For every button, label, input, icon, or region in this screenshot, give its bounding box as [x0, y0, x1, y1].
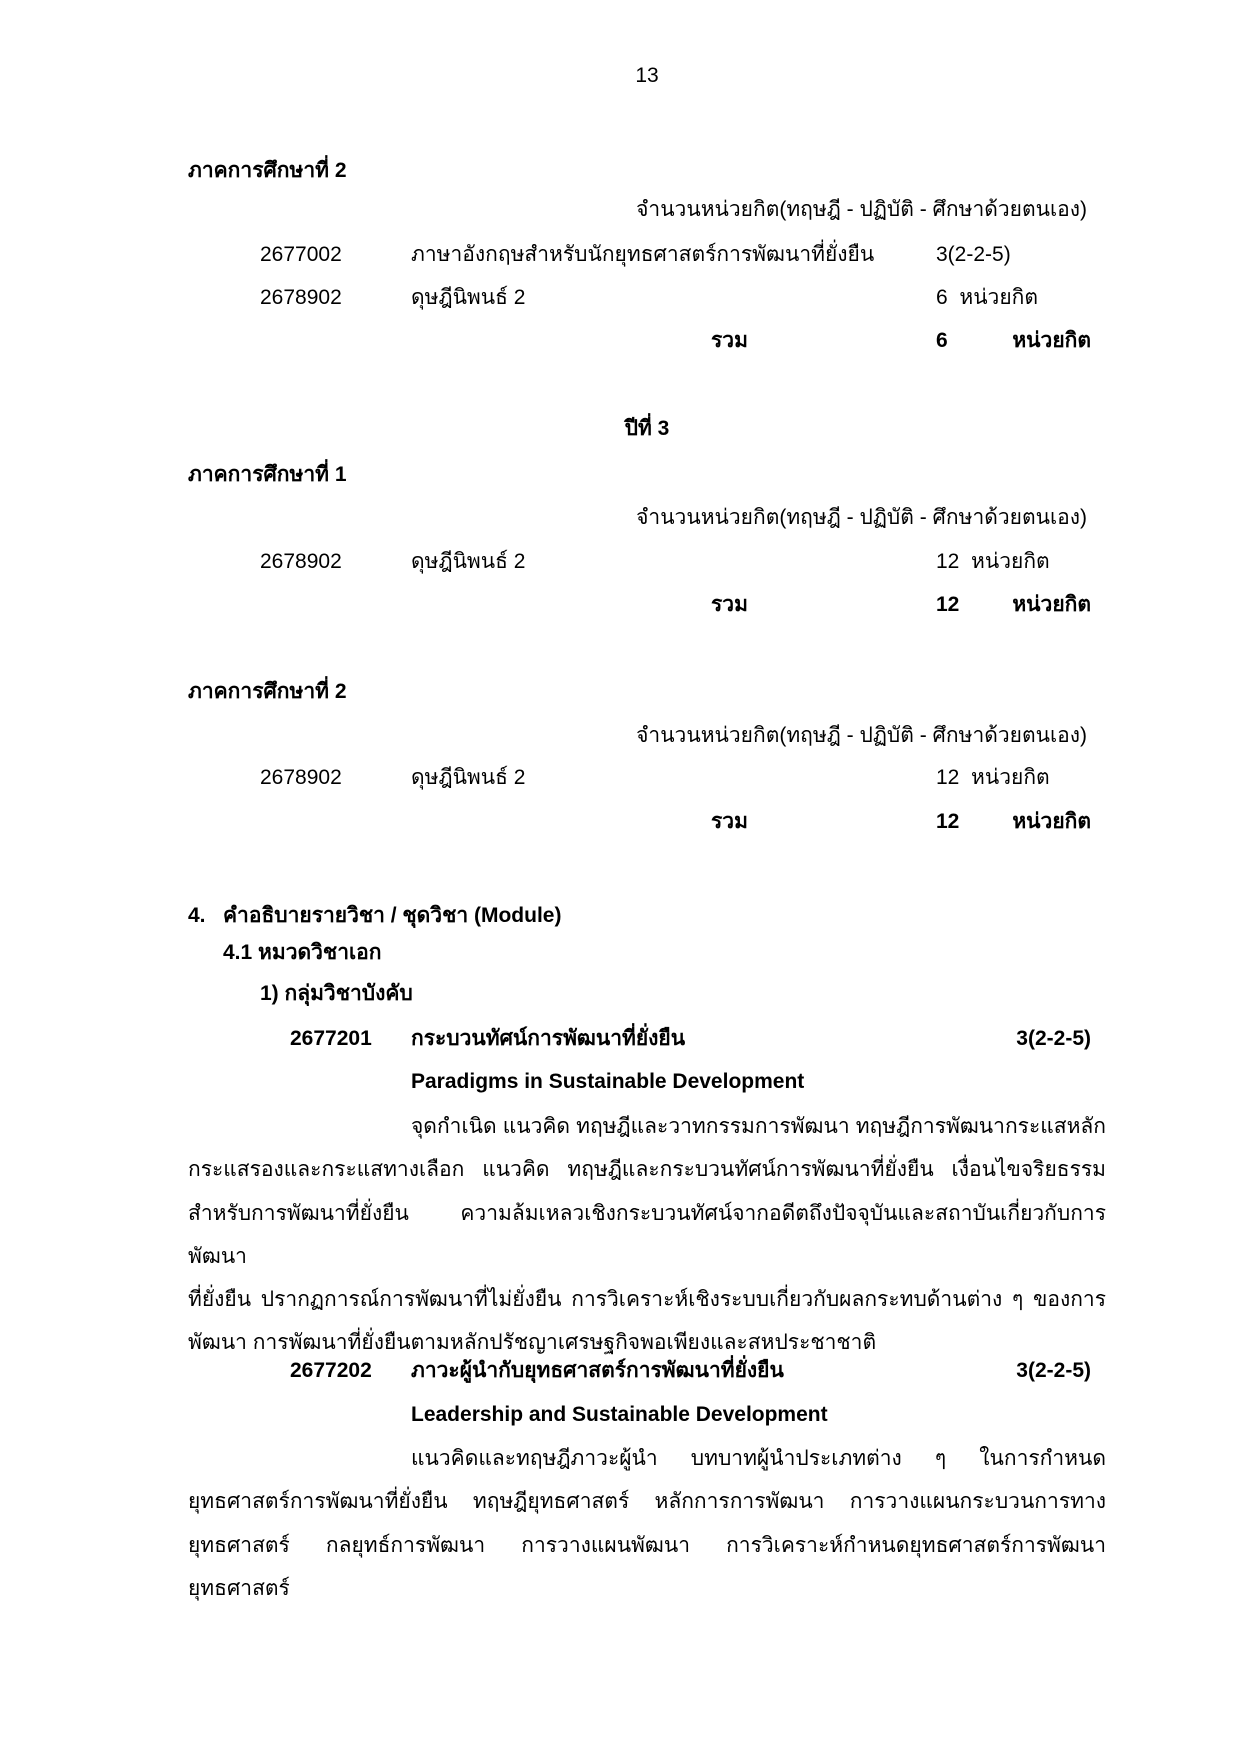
course-title-thai: กระบวนทัศน์การพัฒนาที่ยั่งยืน — [411, 1027, 686, 1050]
course-title: ภาษาอังกฤษสำหรับนักยุทธศาสตร์การพัฒนาที่ยั่งยืน — [411, 243, 875, 266]
course-code: 2677002 — [260, 243, 342, 266]
credit-column-header: จำนวนหน่วยกิต(ทฤษฎี - ปฏิบัติ - ศึกษาด้วยตนเอง) — [636, 198, 1087, 221]
course-code: 2677202 — [290, 1359, 372, 1382]
course-description — [188, 1437, 1106, 1610]
course-code: 2678902 — [260, 766, 342, 789]
page-number: 13 — [635, 64, 659, 87]
description-line: พัฒนา การพัฒนาที่ยั่งยืนตามหลักปรัชญาเศรษฐกิจพอเพียงและสหประชาชาติ — [188, 1331, 877, 1355]
total-unit: หน่วยกิต — [1012, 810, 1091, 833]
description-line: ที่ยั่งยืน ปรากฏการณ์การพัฒนาที่ไม่ยั่งยืน การวิเคราะห์เชิงระบบเกี่ยวกับผลกระทบด้านต่าง ๆ ของการ — [188, 1288, 1106, 1312]
total-label: รวม — [711, 810, 748, 833]
course-credits: 12 หน่วยกิต — [936, 766, 1050, 789]
course-title-english: Leadership and Sustainable Development — [411, 1403, 828, 1426]
course-title-english: Paradigms in Sustainable Development — [411, 1070, 805, 1093]
course-heading-row — [0, 1017, 1240, 1061]
description-line: สำหรับการพัฒนาที่ยั่งยืน ความล้มเหลวเชิงกระบวนทัศน์จากอดีตถึงปัจจุบันและสถาบันเกี่ยวกับการพัฒนา — [188, 1201, 1106, 1268]
course-credits: 3(2-2-5) — [1016, 1027, 1091, 1050]
course-credits: 3(2-2-5) — [1016, 1359, 1091, 1382]
course-credits: 3(2-2-5) — [936, 243, 1011, 266]
course-title: ดุษฎีนิพนธ์ 2 — [411, 550, 526, 573]
group-heading: 1) กลุ่มวิชาบังคับ — [260, 982, 413, 1005]
description-line: แนวคิดและทฤษฎีภาวะผู้นำ บทบาทผู้นำประเภทต่าง ๆ ในการกำหนด — [411, 1447, 1106, 1470]
section-title: คำอธิบายรายวิชา / ชุดวิชา (Module) — [223, 904, 562, 927]
course-heading-row — [0, 1349, 1240, 1393]
course-credits: 12 หน่วยกิต — [936, 550, 1050, 573]
course-code: 2678902 — [260, 550, 342, 573]
subsection-heading: 4.1 หมวดวิชาเอก — [223, 941, 382, 964]
total-row — [0, 319, 1240, 363]
course-code: 2678902 — [260, 286, 342, 309]
course-description — [188, 1105, 1106, 1365]
course-code: 2677201 — [290, 1027, 372, 1050]
course-row — [0, 233, 1240, 277]
total-value: 12 — [936, 810, 960, 833]
semester-heading: ภาคการศึกษาที่ 1 — [188, 463, 347, 486]
description-line: จุดกำเนิด แนวคิด ทฤษฎีและวาทกรรมการพัฒนา ทฤษฎีการพัฒนากระแสหลัก — [411, 1115, 1106, 1138]
course-row — [0, 756, 1240, 800]
year-heading: ปีที่ 3 — [624, 417, 670, 440]
total-label: รวม — [711, 593, 748, 616]
total-row — [0, 800, 1240, 844]
credit-column-header: จำนวนหน่วยกิต(ทฤษฎี - ปฏิบัติ - ศึกษาด้วยตนเอง) — [636, 724, 1087, 747]
course-title: ดุษฎีนิพนธ์ 2 — [411, 286, 526, 309]
course-row — [0, 276, 1240, 320]
total-label: รวม — [711, 329, 748, 352]
course-credits: 6 หน่วยกิต — [936, 286, 1038, 309]
total-value: 6 — [936, 329, 948, 352]
total-unit: หน่วยกิต — [1012, 329, 1091, 352]
total-row — [0, 583, 1240, 627]
course-title: ดุษฎีนิพนธ์ 2 — [411, 766, 526, 789]
total-value: 12 — [936, 593, 960, 616]
description-line: กระแสรองและกระแสทางเลือก แนวคิด ทฤษฎีและกระบวนทัศน์การพัฒนาที่ยั่งยืน เงื่อนไขจริยธรรม — [188, 1158, 1106, 1182]
semester-heading: ภาคการศึกษาที่ 2 — [188, 680, 347, 703]
credit-column-header: จำนวนหน่วยกิต(ทฤษฎี - ปฏิบัติ - ศึกษาด้วยตนเอง) — [636, 506, 1087, 529]
section-number: 4. — [188, 904, 206, 927]
course-row — [0, 540, 1240, 584]
semester-heading: ภาคการศึกษาที่ 2 — [188, 159, 347, 182]
description-line: ยุทธศาสตร์การพัฒนาที่ยั่งยืน ทฤษฎียุทธศาสตร์ หลักการการพัฒนา การวางแผนกระบวนการทาง — [188, 1490, 1106, 1514]
total-unit: หน่วยกิต — [1012, 593, 1091, 616]
description-line: ยุทธศาสตร์ กลยุทธ์การพัฒนา การวางแผนพัฒนา การวิเคราะห์กำหนดยุทธศาสตร์การพัฒนา ยุทธศาสตร์ — [188, 1533, 1106, 1600]
course-title-thai: ภาวะผู้นำกับยุทธศาสตร์การพัฒนาที่ยั่งยืน — [411, 1359, 784, 1382]
